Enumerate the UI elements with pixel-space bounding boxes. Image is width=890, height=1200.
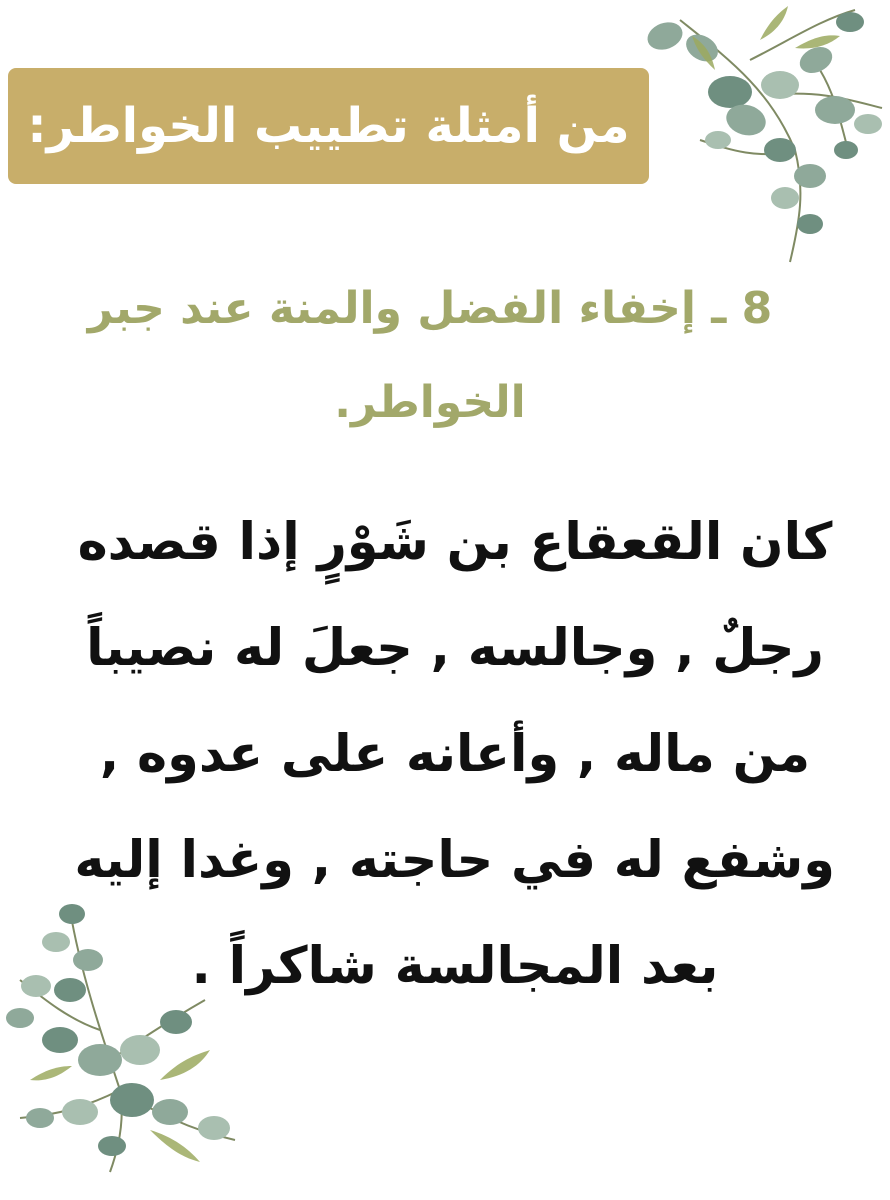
eucalyptus-leaves-top-icon [620,0,890,270]
paragraph-line: كان القعقاع بن شَوْرٍ إذا قصده [77,513,833,572]
section-heading [60,262,800,450]
title-banner [8,68,649,184]
section-heading-line: 8 ـ إخفاء الفضل والمنة عند جبر [87,283,773,334]
eucalyptus-leaves-bottom-icon [0,890,270,1180]
paragraph-line: بعد المجالسة شاكراً . [191,937,719,996]
section-heading-line: الخواطر. [334,377,526,428]
page-title: من أمثلة تطييب الخواطر: [27,98,630,154]
paragraph-line: من ماله , وأعانه على عدوه , [99,725,811,784]
paragraph-line: وشفع له في حاجته , وغدا إليه [74,831,835,890]
paragraph-line: رجلٌ , وجالسه , جعلَ له نصيباً [86,619,824,678]
